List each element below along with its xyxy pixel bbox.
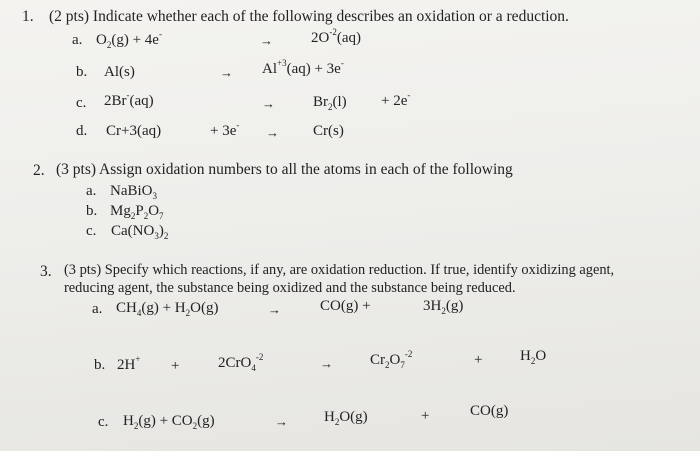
q2b-label: b. <box>86 203 98 219</box>
q3c-product1: $H_2O(g)$ <box>324 409 368 427</box>
q3b-label: b. <box>94 357 106 373</box>
q3a-product1: CO(g) + <box>320 298 371 314</box>
q3a-reactants: $CH_4(g) + H_2O(g)$ <box>116 300 219 318</box>
q1d-label: d. <box>76 123 88 139</box>
q1b-lhs: Al(s) <box>104 64 135 80</box>
q3b-arrow: → <box>320 356 333 371</box>
q3b-plus2: + <box>474 352 483 368</box>
q3b-plus1: + <box>171 358 180 374</box>
q3-number: 3. <box>40 263 52 280</box>
q3a-arrow: → <box>268 302 281 317</box>
q2a-label: a. <box>86 183 97 199</box>
q2b-formula: $Mg_2P_2O_7$ <box>110 203 164 221</box>
q1-prompt: (2 pts) Indicate whether each of the following describes an oxidation or a reduction. <box>49 8 569 25</box>
q3b-product1: $Cr_2O_7^{-2}$ <box>370 349 413 370</box>
q3-prompt-line1: (3 pts) Specify which reactions, if any, are oxidation reduction. If true, identify oxidizing agent, <box>64 262 615 278</box>
q3a-label: a. <box>92 301 103 317</box>
q1c-label: c. <box>76 95 87 111</box>
q3c-arrow: → <box>275 414 288 429</box>
q3c-reactants: $H_2(g) + CO_2(g)$ <box>123 413 215 431</box>
q2c-formula: $Ca(NO_3)_2$ <box>111 223 169 241</box>
q3a-product2: $3H_2(g)$ <box>423 298 464 316</box>
q1a-label: a. <box>72 32 83 48</box>
q3b-reactant2: 2CrO$_4^{-2}$ <box>218 352 264 373</box>
q1b-label: b. <box>76 64 88 80</box>
q1d-electrons: + 3e- <box>210 120 240 139</box>
q1b-rhs: $Al^{+3}(aq) + 3e^-$ <box>262 58 344 77</box>
q1a-lhs: $O_2(g) + 4e^-$ <box>96 29 162 50</box>
q3b-product2: $H_2O$ <box>520 348 547 366</box>
q3c-plus: + <box>421 408 430 424</box>
q2a-formula: NaBiO$_3$ <box>110 183 157 201</box>
q1c-electrons: + 2e- <box>381 90 411 109</box>
q1d-rhs: Cr(s) <box>313 123 344 139</box>
q1b-arrow: → <box>220 65 233 80</box>
q3b-reactant1: 2H+ <box>117 354 141 373</box>
q1d-arrow: → <box>266 125 279 140</box>
q1a-arrow: → <box>260 33 273 48</box>
q3c-label: c. <box>98 414 109 430</box>
q1d-lhs: Cr+3(aq) <box>106 123 162 139</box>
q2-number: 2. <box>33 162 45 179</box>
q1c-lhs: 2Br-(aq) <box>104 90 154 109</box>
q1-number: 1. <box>22 8 34 25</box>
q2-prompt: (3 pts) Assign oxidation numbers to all the atoms in each of the following <box>56 161 513 178</box>
q1a-rhs: $2O^{-2}(aq)$ <box>311 27 361 46</box>
q3-prompt-line2: reducing agent, the substance being oxidized and the substance being reduced. <box>64 280 516 296</box>
q2c-label: c. <box>86 223 97 239</box>
q3c-product2: CO(g) <box>470 403 509 419</box>
q1c-arrow: → <box>262 96 275 111</box>
q1c-rhs: $Br_2(l)$ <box>313 94 347 112</box>
